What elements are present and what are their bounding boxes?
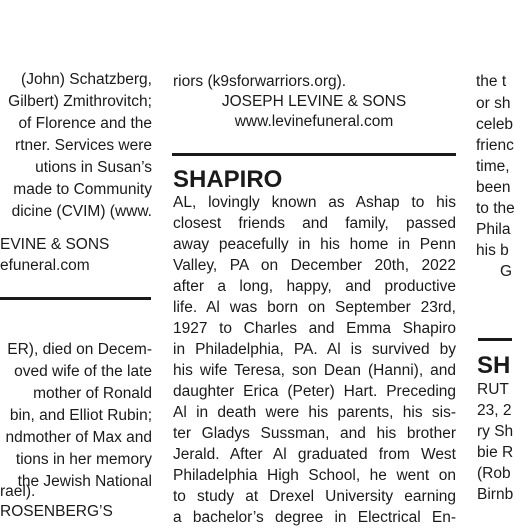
- text-line: Birnb: [477, 486, 514, 503]
- text-line: frienc: [476, 137, 514, 154]
- column-divider-rule: [0, 297, 151, 300]
- text-line: ER), died on Decem-: [7, 341, 152, 358]
- text-line: closest friends and family, passed: [173, 215, 456, 232]
- text-line: rtner. Services were: [15, 137, 152, 154]
- right-column: [476, 0, 515, 512]
- text-line: life. Al was born on September 23rd,: [173, 299, 456, 316]
- text-line: the Jewish National: [17, 473, 152, 490]
- text-line: mother of Ronald: [33, 385, 152, 402]
- text-line: in Philadelphia, PA. Al is survived by: [173, 341, 456, 358]
- text-line: riors (k9sforwarriors.org).: [173, 73, 347, 90]
- text-line: made to Community: [13, 181, 152, 198]
- text-line: ry Sh: [477, 423, 514, 440]
- text-line: rael).: [0, 483, 36, 500]
- obituary-heading: SHAPIRO: [173, 166, 283, 193]
- text-line: dicine (CVIM) (www.: [11, 203, 152, 220]
- text-line: the t: [476, 73, 507, 90]
- text-line: ndmother of Max and: [5, 429, 152, 446]
- text-line: daughter Erica (Peter) Hart. Preceding: [173, 383, 456, 400]
- text-line: Al in death were his parents, his sis-: [173, 404, 456, 421]
- text-line: Philadelphia High School, he went on: [173, 467, 456, 484]
- text-line: Valley, PA on December 20th, 2022: [173, 257, 456, 274]
- text-line: his wife Teresa, son Dean (Hanni), and: [173, 362, 456, 379]
- text-line: ROSENBERG’S: [0, 503, 113, 520]
- text-line: celeb: [476, 116, 514, 133]
- text-line: a bachelor’s degree in Electrical En-: [173, 509, 456, 526]
- funeral-home-website: efuneral.com: [0, 257, 90, 274]
- funeral-home-name: EVINE & SONS: [0, 236, 110, 253]
- text-line: bin, and Elliot Rubin;: [9, 407, 152, 424]
- text-line: 23, 2: [477, 402, 512, 419]
- text-line: Gilbert) Zmithrovitch;: [8, 93, 152, 110]
- funeral-home-name: JOSEPH LEVINE & SONS: [221, 93, 407, 110]
- text-line: (John) Schatzberg,: [21, 71, 152, 88]
- obituary-divider-rule: [172, 153, 456, 156]
- text-line: to study at Drexel University earning: [173, 488, 456, 505]
- text-line: to the: [476, 200, 515, 217]
- text-line: or sh: [476, 95, 511, 112]
- text-line: been: [476, 179, 511, 196]
- left-column: [0, 0, 152, 520]
- text-line: G: [500, 263, 513, 280]
- text-line: Phila: [476, 221, 511, 238]
- text-line: AL, lovingly known as Ashap to his: [173, 194, 456, 211]
- text-line: utions in Susan’s: [35, 159, 152, 176]
- text-line: his b: [476, 242, 509, 259]
- text-line: Jerald. After Al graduated from West: [173, 446, 456, 463]
- text-line: (Rob: [477, 465, 511, 482]
- text-line: ter Gladys Sussman, and his brother: [173, 425, 456, 442]
- obituary-heading: SH: [477, 352, 511, 379]
- text-line: RUT: [477, 381, 509, 398]
- text-line: after a long, happy, and productive: [173, 278, 456, 295]
- funeral-home-website: www.levinefuneral.com: [234, 113, 394, 130]
- obituary-divider-rule: [478, 338, 512, 341]
- text-line: away peacefully in his home in Penn: [173, 236, 456, 253]
- text-line: bie R: [477, 444, 514, 461]
- text-line: 1927 to Charles and Emma Shapiro: [173, 320, 456, 337]
- middle-column: [172, 0, 456, 526]
- text-line: oved wife of the late: [14, 363, 152, 380]
- text-line: of Florence and the: [18, 115, 152, 132]
- text-line: tions in her memory: [15, 451, 152, 468]
- text-line: time,: [476, 158, 510, 175]
